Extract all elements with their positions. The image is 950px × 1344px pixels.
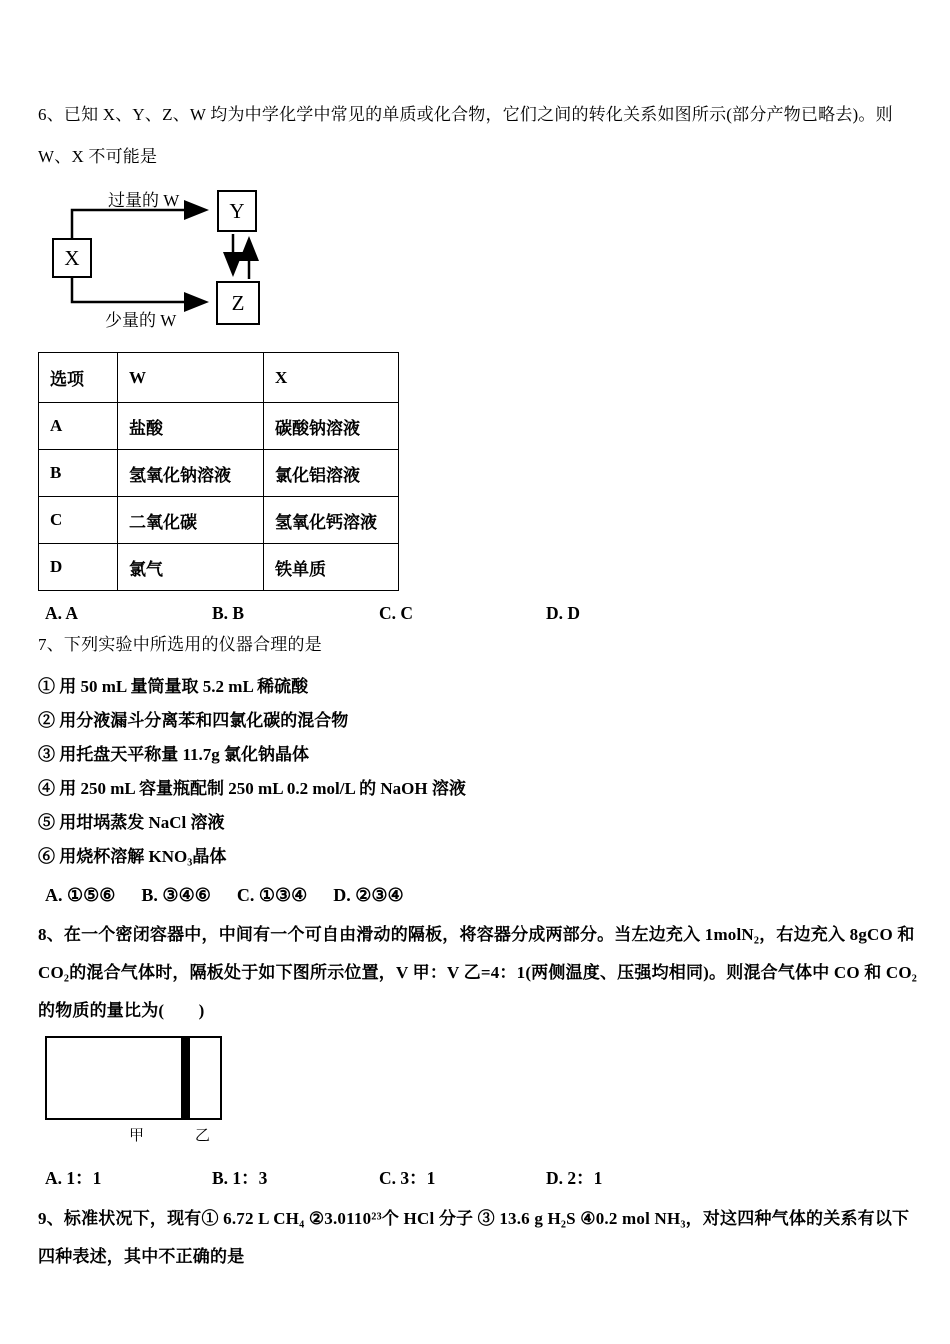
q6-transformation-diagram xyxy=(50,182,370,334)
node-y: Y xyxy=(217,190,257,232)
row-b-option: B xyxy=(39,450,118,497)
row-d-w: 氯气 xyxy=(118,544,264,591)
q6-options-table xyxy=(38,352,399,591)
sliding-partition xyxy=(181,1038,190,1118)
table-row xyxy=(39,544,399,591)
question-7-stem: 7、下列实验中所选用的仪器合理的是 xyxy=(38,635,322,654)
q7-item-2: ② 用分液漏斗分离苯和四氯化碳的混合物 xyxy=(38,711,349,730)
q8-choices xyxy=(45,1164,922,1190)
q6-choice-c: C. C xyxy=(379,602,414,623)
row-d-x: 铁单质 xyxy=(264,544,399,591)
arrow-x-to-y xyxy=(72,210,204,238)
q6-choice-a: A. A xyxy=(45,602,79,623)
q7-item-list xyxy=(38,670,922,874)
q6-choice-b: B. B xyxy=(212,602,245,623)
table-header-row xyxy=(39,353,399,403)
question-9-stem: 9、标准状况下，现有① 6.72 L CH₄ ②3.0110²³个 HCl 分子 ③ 13.6 g H₂S ④0.2 mol NH₃，对这四种气体的关系有以下四种表述，其中不正确的是 xyxy=(38,1209,910,1266)
q7-choice-a: A. ①⑤⑥ xyxy=(45,884,116,905)
q7-item-3: ③ 用托盘天平称量 11.7g 氯化钠晶体 xyxy=(38,745,310,764)
node-x: X xyxy=(52,238,92,278)
q6-choice-d: D. D xyxy=(546,602,581,623)
row-d-option: D xyxy=(39,544,118,591)
table-row xyxy=(39,403,399,450)
q8-choice-b: B. 1：3 xyxy=(212,1167,268,1188)
row-c-option: C xyxy=(39,497,118,544)
q7-choices xyxy=(45,880,922,910)
header-w: W xyxy=(118,353,264,403)
q8-choice-a: A. 1：1 xyxy=(45,1167,102,1188)
q6-diagram-arrows xyxy=(50,182,370,334)
q7-choice-d: D. ②③④ xyxy=(333,884,404,905)
node-z: Z xyxy=(216,281,260,325)
question-6-stem: 6、已知 X、Y、Z、W 均为中学化学中常见的单质或化合物，它们之间的转化关系如图所示(部分产物已略去)。则 W、X 不可能是 xyxy=(38,105,893,166)
arrow-x-to-z xyxy=(72,278,204,302)
q7-choice-c: C. ①③④ xyxy=(236,884,308,905)
row-b-x: 氯化铝溶液 xyxy=(264,450,399,497)
row-c-w: 二氧化碳 xyxy=(118,497,264,544)
header-x: X xyxy=(264,353,399,403)
q7-item-5: ⑤ 用坩埚蒸发 NaCl 溶液 xyxy=(38,813,225,832)
q7-item-1: ① 用 50 mL 量筒量取 5.2 mL 稀硫酸 xyxy=(38,677,309,696)
table-row xyxy=(39,497,399,544)
row-a-w: 盐酸 xyxy=(118,403,264,450)
row-b-w: 氢氧化钠溶液 xyxy=(118,450,264,497)
row-c-x: 氢氧化钙溶液 xyxy=(264,497,399,544)
header-option: 选项 xyxy=(39,353,118,403)
sealed-vessel xyxy=(45,1036,222,1120)
q7-item-6: ⑥ 用烧杯溶解 KNO₃晶体 xyxy=(38,847,227,866)
q8-choice-c: C. 3：1 xyxy=(379,1167,436,1188)
q7-item-4: ④ 用 250 mL 容量瓶配制 250 mL 0.2 mol/L 的 NaOH 溶液 xyxy=(38,779,466,798)
q8-container-diagram xyxy=(45,1036,285,1148)
q6-choices xyxy=(45,600,922,626)
row-a-option: A xyxy=(39,403,118,450)
table-row xyxy=(39,450,399,497)
vessel-label-yi: 乙 xyxy=(195,1128,211,1144)
question-8-stem: 8、在一个密闭容器中，中间有一个可自由滑动的隔板，将容器分成两部分。当左边充入 1molN₂，右边充入 8gCO 和 CO₂的混合气体时，隔板处于如下图所示位置，V 甲：V 乙=4：1(两侧温度、压强均相同)。则混合气体中 CO 和 CO₂的物质的量比为( ) xyxy=(38,925,918,1020)
row-a-x: 碳酸钠溶液 xyxy=(264,403,399,450)
q8-choice-d: D. 2：1 xyxy=(546,1167,603,1188)
small-w-label: 少量的 W xyxy=(105,311,177,330)
vessel-label-jia: 甲 xyxy=(129,1128,145,1144)
q7-choice-b: B. ③④⑥ xyxy=(141,884,211,905)
excess-w-label: 过量的 W xyxy=(108,191,180,210)
